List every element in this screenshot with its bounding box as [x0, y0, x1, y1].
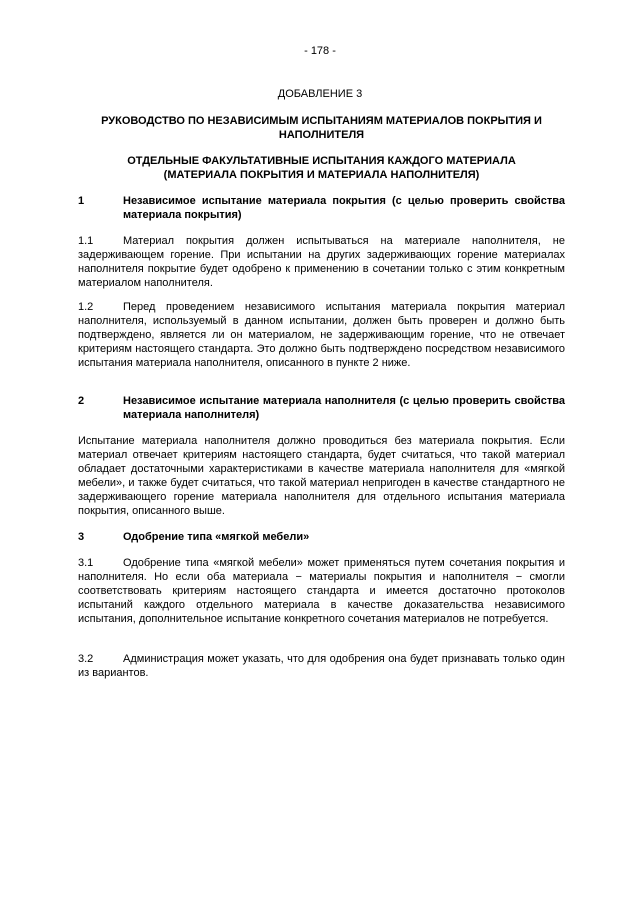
paragraph-1-1-text: Материал покрытия должен испытываться на материале наполнителя, не задерживающем горение. При испытании на других задерживающих горение материалах наполнителя покрытие будет одобрено к применению в сочетании только с этим конкретным материалом наполнителя. — [78, 235, 565, 289]
paragraph-2 — [78, 434, 565, 518]
subtitle-line-2: (МАТЕРИАЛА ПОКРЫТИЯ И МАТЕРИАЛА НАПОЛНИТЕЛЯ) — [163, 169, 480, 181]
paragraph-3-2-number: 3.2 — [78, 653, 94, 665]
paragraph-3-2-text: Администрация может указать, что для одобрения она будет признавать только один из вариантов. — [78, 653, 565, 679]
paragraph-3-1-number: 3.1 — [78, 557, 94, 569]
page-number: - 178 - — [304, 45, 336, 57]
document-subtitle — [78, 154, 565, 182]
paragraph-3-1 — [78, 556, 565, 626]
section-2-title: Независимое испытание материала наполнителя (с целью проверить свойства материала наполнителя) — [123, 395, 565, 421]
document-title: РУКОВОДСТВО ПО НЕЗАВИСИМЫМ ИСПЫТАНИЯМ МАТЕРИАЛОВ ПОКРЫТИЯ И НАПОЛНИТЕЛЯ — [101, 115, 542, 141]
paragraph-2-text: Испытание материала наполнителя должно проводиться без материала покрытия. Если материал отвечает критериям настоящего стандарта, будет считаться, что такой материал обладает достаточными характеристиками в качестве материала наполнителя для «мягкой мебели», и также будет считаться, что такой материал непригоден в качестве стандартного не задерживающего горение материала наполнителя для отдельного испытания материала покрытия, описанного выше. — [78, 435, 565, 517]
paragraph-1-2 — [78, 300, 565, 370]
paragraph-1-2-number: 1.2 — [78, 301, 94, 313]
section-3-number: 3 — [78, 531, 85, 543]
paragraph-3-1-text: Одобрение типа «мягкой мебели» может применяться путем сочетания покрытия и наполнителя. Но если оба материала − материалы покрытия и наполнителя − смогли соответствовать критериям настоящего стандарта и имеется достаточно протоколов испытаний каждого отдельного материала в качестве доказательства независимого испытания, дополнительное испытание конкретного сочетания материалов не потребуется. — [78, 557, 565, 625]
subtitle-line-1: ОТДЕЛЬНЫЕ ФАКУЛЬТАТИВНЫЕ ИСПЫТАНИЯ КАЖДОГО МАТЕРИАЛА — [127, 155, 516, 167]
section-3-title: Одобрение типа «мягкой мебели» — [123, 531, 310, 543]
section-2-heading — [78, 394, 565, 422]
paragraph-1-1-number: 1.1 — [78, 235, 94, 247]
paragraph-1-2-text: Перед проведением независимого испытания материала покрытия материал наполнителя, используемый в данном испытании, должен быть проверен и должно быть подтверждено, является ли он материалом, не задерживающим горение, что не отвечает критериям настоящего стандарта. Это должно быть подтверждено посредством независимого испытания материала наполнителя, описанного в пункте 2 ниже. — [78, 301, 565, 369]
section-3-heading — [78, 530, 565, 544]
section-1-heading — [78, 194, 565, 222]
paragraph-1-1 — [78, 234, 565, 290]
addendum-label: ДОБАВЛЕНИЕ 3 — [277, 88, 363, 100]
section-1-title: Независимое испытание материала покрытия (с целью проверить свойства материала покрытия) — [123, 195, 565, 221]
paragraph-3-2 — [78, 652, 565, 680]
section-1-number: 1 — [78, 195, 85, 207]
section-2-number: 2 — [78, 395, 85, 407]
